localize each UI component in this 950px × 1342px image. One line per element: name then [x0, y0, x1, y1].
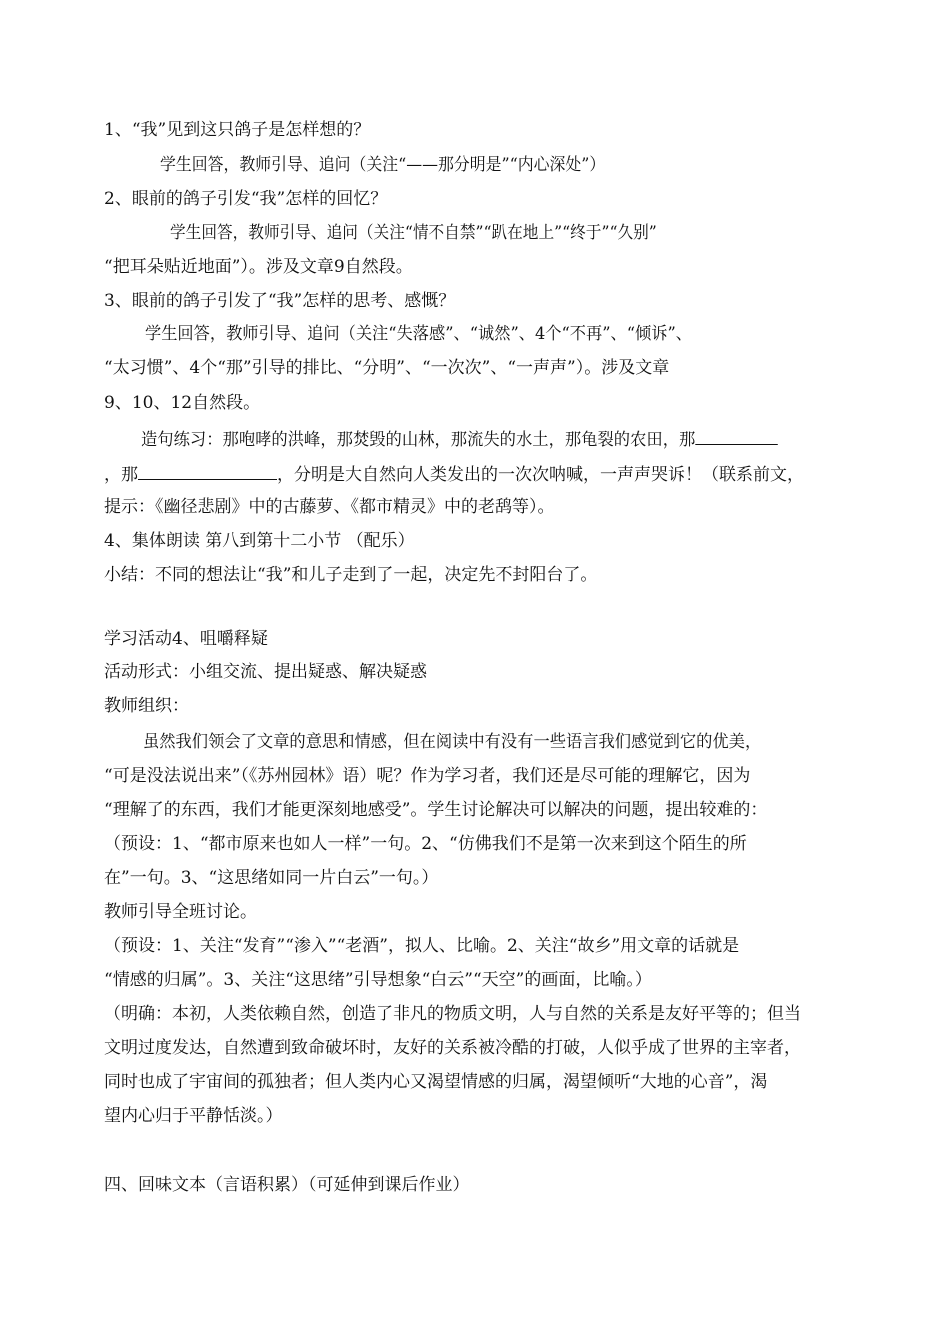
fill-in-blank-2[interactable] [138, 461, 277, 480]
teacher-guide: 教师引导全班讨论。 [104, 902, 257, 922]
answer-3-line-1: 学生回答，教师引导、追问（关注“失落感”、“诚然”、4个“不再”、“倾诉”、 [145, 324, 692, 344]
preset-2-line-1: （预设：1、关注“发育”“渗入”“老酒”，拟人、比喻。2、关注“故乡”用文章的话就是 [104, 936, 740, 956]
question-2: 2、眼前的鸽子引发“我”怎样的回忆？ [104, 189, 388, 209]
question-1: 1、“我”见到这只鸽子是怎样想的？ [104, 120, 371, 140]
clarify-line-1: （明确：本初，人类依赖自然，创造了非凡的物质文明，人与自然的关系是友好平等的；但当 [104, 1004, 801, 1024]
fill-in-blank-1[interactable] [695, 426, 777, 445]
answer-1: 学生回答，教师引导、追问（关注“——那分明是”“内心深处”） [160, 155, 606, 175]
summary: 小结：不同的想法让“我”和儿子走到了一起，决定先不封阳台了。 [104, 565, 598, 585]
preset-1-line-1: （预设：1、“都市原来也如人一样”一句。2、“仿佛我们不是第一次来到这个陌生的所 [104, 834, 747, 854]
para-1-line-2: “可是没法说出来”（《苏州园林》语）呢？作为学习者，我们还是尽可能的理解它，因为 [104, 766, 751, 786]
group-reading: 4、集体朗读 第八到第十二小节 （配乐） [104, 531, 415, 551]
sentence-practice-line-2 [104, 461, 864, 486]
sentence-practice-hint: 提示：《幽径悲剧》中的古藤萝、《都市精灵》中的老鸹等）。 [104, 497, 555, 517]
answer-2-line-2: “把耳朵贴近地面”）。涉及文章9自然段。 [104, 257, 413, 277]
clarify-line-3: 同时也成了宇宙间的孤独者；但人类内心又渴望情感的归属，渴望倾听“大地的心音”，渴 [104, 1072, 768, 1092]
sentence-practice-continuation: ，分明是大自然向人类发出的一次次呐喊，一声声哭诉！（联系前文， [277, 465, 804, 485]
teacher-organize: 教师组织： [104, 696, 189, 716]
sentence-practice-connector: ，那 [104, 465, 138, 485]
answer-3-line-2: “太习惯”、4个“那”引导的排比、“分明”、“一次次”、“一声声”）。涉及文章 [104, 358, 670, 378]
section-4-heading: 四、回味文本（言语积累）（可延伸到课后作业） [104, 1175, 470, 1195]
clarify-line-4: 望内心归于平静恬淡。） [104, 1106, 283, 1126]
preset-1-line-2: 在”一句。3、“这思绪如同一片白云”一句。） [104, 868, 439, 888]
activity-4-heading: 学习活动4、咀嚼释疑 [104, 629, 268, 649]
answer-2-line-1: 学生回答，教师引导、追问（关注“情不自禁”“趴在地上”“终于”“久别” [170, 223, 657, 243]
para-1-line-3: “理解了的东西，我们才能更深刻地感受”。学生讨论解决可以解决的问题，提出较难的： [104, 800, 768, 820]
para-1-line-1: 虽然我们领会了文章的意思和情感，但在阅读中有没有一些语言我们感觉到它的优美， [143, 732, 762, 752]
question-3: 3、眼前的鸽子引发了“我”怎样的思考、感慨？ [104, 291, 456, 311]
answer-3-line-3: 9、10、12自然段。 [104, 393, 261, 413]
activity-form: 活动形式：小组交流、提出疑惑、解决疑惑 [104, 662, 427, 682]
preset-2-line-2: “情感的归属”。3、关注“这思绪”引导想象“白云”“天空”的画面，比喻。） [104, 970, 652, 990]
sentence-practice-text: 造句练习：那咆哮的洪峰，那焚毁的山林，那流失的水土，那龟裂的农田，那 [141, 430, 696, 450]
clarify-line-2: 文明过度发达，自然遭到致命破坏时，友好的关系被冷酷的打破，人似乎成了世界的主宰者， [104, 1038, 801, 1058]
sentence-practice-line-1 [141, 426, 870, 451]
